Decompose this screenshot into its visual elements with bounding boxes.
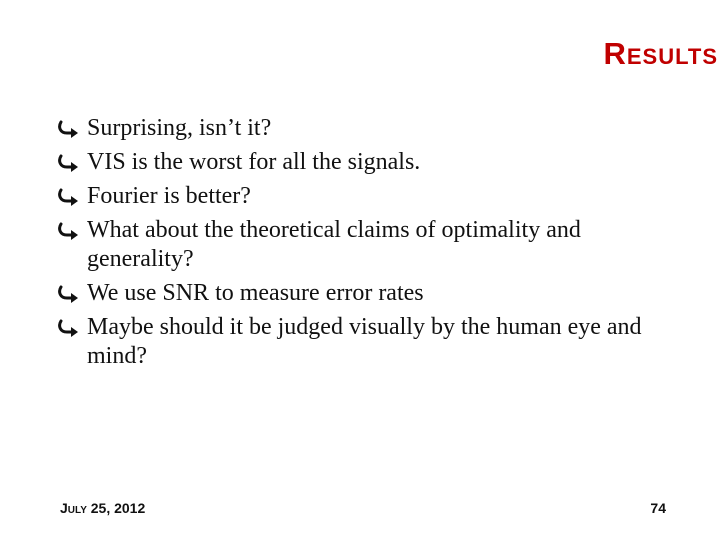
bullet-item [56, 216, 676, 274]
bullet-item [56, 148, 676, 177]
curved-arrow-icon [56, 187, 80, 207]
curved-arrow-icon [56, 119, 80, 139]
bullet-item [56, 182, 676, 211]
bullet-item [56, 114, 676, 143]
curved-arrow-icon [56, 284, 80, 304]
curved-arrow-icon [56, 153, 80, 173]
page-number: 74 [650, 500, 666, 516]
bullet-item [56, 313, 676, 371]
curved-arrow-icon [56, 318, 80, 338]
bullet-text: We use SNR to measure error rates [87, 280, 424, 306]
bullet-item [56, 279, 676, 308]
bullet-text: What about the theoretical claims of optimality and generality? [87, 217, 581, 272]
bullet-text: Fourier is better? [87, 183, 251, 209]
footer-date: July 25, 2012 [60, 500, 146, 516]
bullet-text: VIS is the worst for all the signals. [87, 149, 421, 175]
slide-title: Results [603, 36, 718, 71]
bullet-text: Maybe should it be judged visually by the human eye and mind? [87, 314, 642, 369]
curved-arrow-icon [56, 221, 80, 241]
bullet-text: Surprising, isn’t it? [87, 115, 272, 141]
bullet-list [56, 114, 676, 376]
